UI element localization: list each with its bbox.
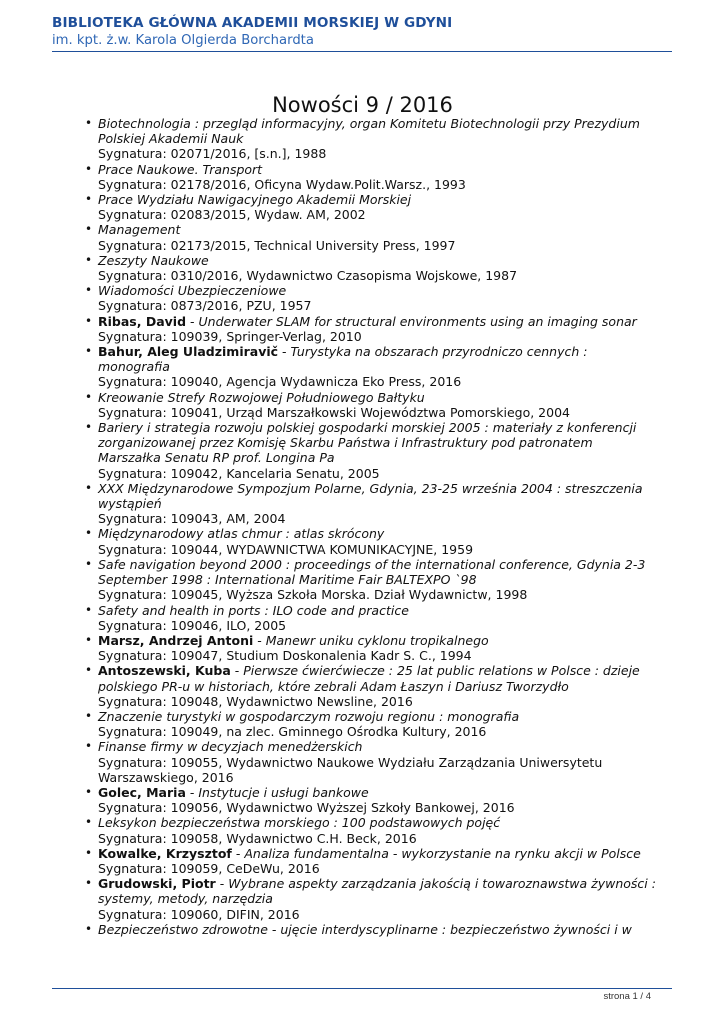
list-item xyxy=(85,921,658,937)
item-title: Turystyka na obszarach przyrodniczo cennych : monografia xyxy=(98,344,588,375)
list-item xyxy=(85,252,658,284)
bullet-icon: • xyxy=(85,252,93,267)
list-item xyxy=(85,420,658,481)
item-author: Ribas, David xyxy=(98,313,187,329)
item-signature: Sygnatura: 109060, DIFIN, 2016 xyxy=(98,906,300,922)
bullet-icon: • xyxy=(85,313,93,328)
list-item xyxy=(85,526,658,557)
item-signature: Sygnatura: 109047, Studium Doskonalenia Kadr S. C., 1994 xyxy=(98,648,472,664)
list-item: • Marsz, Andrzej Antoni - Manewr uniku cyklonu tropikalnego Sygnatura: 109047, Studium Doskonalenia Kadr S. C., 1994 xyxy=(98,633,658,663)
item-signature: Sygnatura: 109044, WYDAWNICTWA KOMUNIKACYJNE, 1959 xyxy=(98,541,474,557)
item-signature: Sygnatura: 109056, Wydawnictwo Wyższej Szkoły Bankowej, 2016 xyxy=(98,800,515,816)
list-item: • Ribas, David - Underwater SLAM for structural environments using an imaging sonar Sygnatura: 109039, Springer-Verlag, 2010 xyxy=(98,314,658,344)
header-divider xyxy=(52,51,672,52)
footer-divider xyxy=(52,988,672,989)
item-signature: Sygnatura: 109040, Agencja Wydawnicza Eko Press, 2016 xyxy=(98,374,462,390)
bullet-icon: • xyxy=(85,480,93,495)
item-title: Prace Naukowe. Transport xyxy=(98,161,263,177)
item-signature: Sygnatura: 0310/2016, Wydawnictwo Czasopisma Wojskowe, 1987 xyxy=(98,268,518,284)
list-item: • Antoszewski, Kuba - Pierwsze ćwierćwiecze : 25 lat public relations w Polsce : dzieje polskiego PR-u w historiach, które zebrali Adam Łaszyn i Dariusz Tworzydło Sygnatura: 109048, Wydawnictwo Newsline, 2016 xyxy=(98,663,658,709)
item-signature: Sygnatura: 109049, na zlec. Gminnego Ośrodka Kultury, 2016 xyxy=(98,724,487,740)
list-item: • Grudowski, Piotr - Wybrane aspekty zarządzania jakością i towaroznawstwa żywności : systemy, metody, narzędzia Sygnatura: 109060, DIFIN, 2016 xyxy=(98,876,658,922)
list-item xyxy=(85,192,658,223)
item-signature: Sygnatura: 02083/2015, Wydaw. AM, 2002 xyxy=(98,207,366,223)
item-title: Underwater SLAM for structural environments using an imaging sonar xyxy=(198,313,637,329)
item-title: Finanse firmy w decyzjach menedżerskich xyxy=(98,739,363,755)
list-item xyxy=(85,161,658,192)
document-title: Nowości 9 / 2016 xyxy=(272,93,453,117)
bullet-icon: • xyxy=(85,739,93,754)
item-title: Prace Wydziału Nawigacyjnego Akademii Morskiej xyxy=(98,192,412,208)
item-signature: Sygnatura: 109042, Kancelaria Senatu, 2005 xyxy=(98,465,380,481)
item-signature: Sygnatura: 109048, Wydawnictwo Newsline, 2016 xyxy=(98,693,413,709)
bullet-icon: • xyxy=(85,556,93,571)
item-title: Analiza fundamentalna - wykorzystanie na rynku akcji w Polsce xyxy=(244,845,641,861)
bullet-icon: • xyxy=(85,663,93,678)
list-item xyxy=(85,556,658,603)
item-title: Międzynarodowy atlas chmur : atlas skrócony xyxy=(98,526,385,542)
bullet-icon: • xyxy=(85,632,93,647)
bullet-icon: • xyxy=(85,283,93,298)
item-title: Leksykon bezpieczeństwa morskiego : 100 podstawowych pojęć xyxy=(98,815,501,831)
item-signature: Sygnatura: 109059, CeDeWu, 2016 xyxy=(98,860,320,876)
list-item xyxy=(85,389,658,420)
item-signature: Sygnatura: 109058, Wydawnictwo C.H. Beck, 2016 xyxy=(98,830,417,846)
item-signature: Sygnatura: 109041, Urząd Marszałkowski Województwa Pomorskiego, 2004 xyxy=(98,404,570,420)
item-signature: Sygnatura: 109043, AM, 2004 xyxy=(98,511,286,527)
item-title: Pierwsze ćwierćwiecze : 25 lat public relations w Polsce : dzieje polskiego PR-u w historiach, które zebrali Adam Łaszyn i Dariusz Tworzydło xyxy=(98,663,640,694)
list-item xyxy=(85,708,658,740)
item-title: Zeszyty Naukowe xyxy=(98,252,209,268)
bullet-icon: • xyxy=(85,526,93,541)
item-author: Kowalke, Krzysztof xyxy=(98,845,232,861)
list-item xyxy=(85,739,658,785)
library-name: BIBLIOTEKA GŁÓWNA AKADEMII MORSKIEJ W GDYNI xyxy=(52,15,453,31)
bullet-icon: • xyxy=(85,344,93,359)
item-title: Safety and health in ports : ILO code and practice xyxy=(98,602,409,618)
list-item xyxy=(85,116,658,162)
bullet-icon: • xyxy=(85,389,93,404)
item-title: Management xyxy=(98,222,181,238)
item-title: Wiadomości Ubezpieczeniowe xyxy=(98,283,287,299)
item-title: Bariery i strategia rozwoju polskiej gospodarki morskiej 2005 : materiały z konferencji zorganizowanej przez Komisję Skarbu Państwa i Infrastruktury pod patronatem Marszałka Senatu RP prof. Longina Pa xyxy=(98,420,637,466)
bullet-icon: • xyxy=(85,602,93,617)
list-item xyxy=(85,222,658,253)
acquisitions-list xyxy=(85,116,658,937)
bullet-icon: • xyxy=(85,845,93,860)
list-item xyxy=(85,283,658,314)
item-author: Bahur, Aleg Uladzimiravič xyxy=(98,344,279,360)
list-item: • Bahur, Aleg Uladzimiravič - Turystyka na obszarach przyrodniczo cennych : monografia Sygnatura: 109040, Agencja Wydawnicza Eko Press, 2016 xyxy=(98,344,658,390)
item-signature: Sygnatura: 02178/2016, Oficyna Wydaw.Polit.Warsz., 1993 xyxy=(98,176,466,192)
item-title: Instytucje i usługi bankowe xyxy=(198,784,369,800)
bullet-icon: • xyxy=(85,420,93,435)
item-title: Safe navigation beyond 2000 : proceedings of the international conference, Gdynia 2-3 September 1998 : International Maritime Fair BALTEXPO `98 xyxy=(98,556,646,588)
page-header xyxy=(52,14,672,49)
item-author: Marsz, Andrzej Antoni xyxy=(98,632,254,648)
item-title: Bezpieczeństwo zdrowotne - ujęcie interdyscyplinarne : bezpieczeństwo żywności i w xyxy=(98,921,632,937)
item-signature: Sygnatura: 02071/2016, [s.n.], 1988 xyxy=(98,146,327,162)
bullet-icon: • xyxy=(85,222,93,237)
bullet-icon: • xyxy=(85,921,93,936)
library-subtitle: im. kpt. ż.w. Karola Olgierda Borchardta xyxy=(52,33,314,48)
list-item: • Golec, Maria - Instytucje i usługi bankowe Sygnatura: 109056, Wydawnictwo Wyższej Szkoły Bankowej, 2016 xyxy=(98,785,658,815)
item-title: Znaczenie turystyki w gospodarczym rozwoju regionu : monografia xyxy=(98,708,520,724)
bullet-icon: • xyxy=(85,161,93,176)
bullet-icon: • xyxy=(85,116,93,130)
item-signature: Sygnatura: 109045, Wyższa Szkoła Morska. Dział Wydawnictw, 1998 xyxy=(98,587,528,603)
list-item xyxy=(85,480,658,527)
item-title: Biotechnologia : przegląd informacyjny, organ Komitetu Biotechnologii przy Prezydium Polskiej Akademii Nauk xyxy=(98,116,640,147)
list-item xyxy=(85,602,658,633)
item-signature: Sygnatura: 02173/2015, Technical University Press, 1997 xyxy=(98,237,456,253)
bullet-icon: • xyxy=(85,192,93,207)
bullet-icon: • xyxy=(85,876,93,891)
bullet-icon: • xyxy=(85,708,93,723)
item-author: Golec, Maria xyxy=(98,784,186,800)
item-signature: Sygnatura: 109055, Wydawnictwo Naukowe Wydziału Zarządzania Uniwersytetu Warszawskiego, 2016 xyxy=(98,754,603,785)
bullet-icon: • xyxy=(85,784,93,799)
item-title: XXX Międzynarodowe Sympozjum Polarne, Gdynia, 23-25 września 2004 : streszczenia wystąpień xyxy=(98,480,643,512)
list-item xyxy=(85,815,658,846)
item-title: Wybrane aspekty zarządzania jakością i towaroznawstwa żywności : systemy, metody, narzędzia xyxy=(98,876,656,907)
page-number: strona 1 / 4 xyxy=(603,991,651,1002)
item-title: Kreowanie Strefy Rozwojowej Południowego Bałtyku xyxy=(98,389,425,405)
item-author: Antoszewski, Kuba xyxy=(98,663,231,679)
item-signature: Sygnatura: 109046, ILO, 2005 xyxy=(98,617,287,633)
item-signature: Sygnatura: 0873/2016, PZU, 1957 xyxy=(98,298,312,314)
item-signature: Sygnatura: 109039, Springer-Verlag, 2010 xyxy=(98,328,362,344)
bullet-icon: • xyxy=(85,815,93,830)
list-item: • Kowalke, Krzysztof - Analiza fundamentalna - wykorzystanie na rynku akcji w Polsce Sygnatura: 109059, CeDeWu, 2016 xyxy=(98,846,658,876)
item-author: Grudowski, Piotr xyxy=(98,876,216,892)
item-title: Manewr uniku cyklonu tropikalnego xyxy=(265,632,489,648)
